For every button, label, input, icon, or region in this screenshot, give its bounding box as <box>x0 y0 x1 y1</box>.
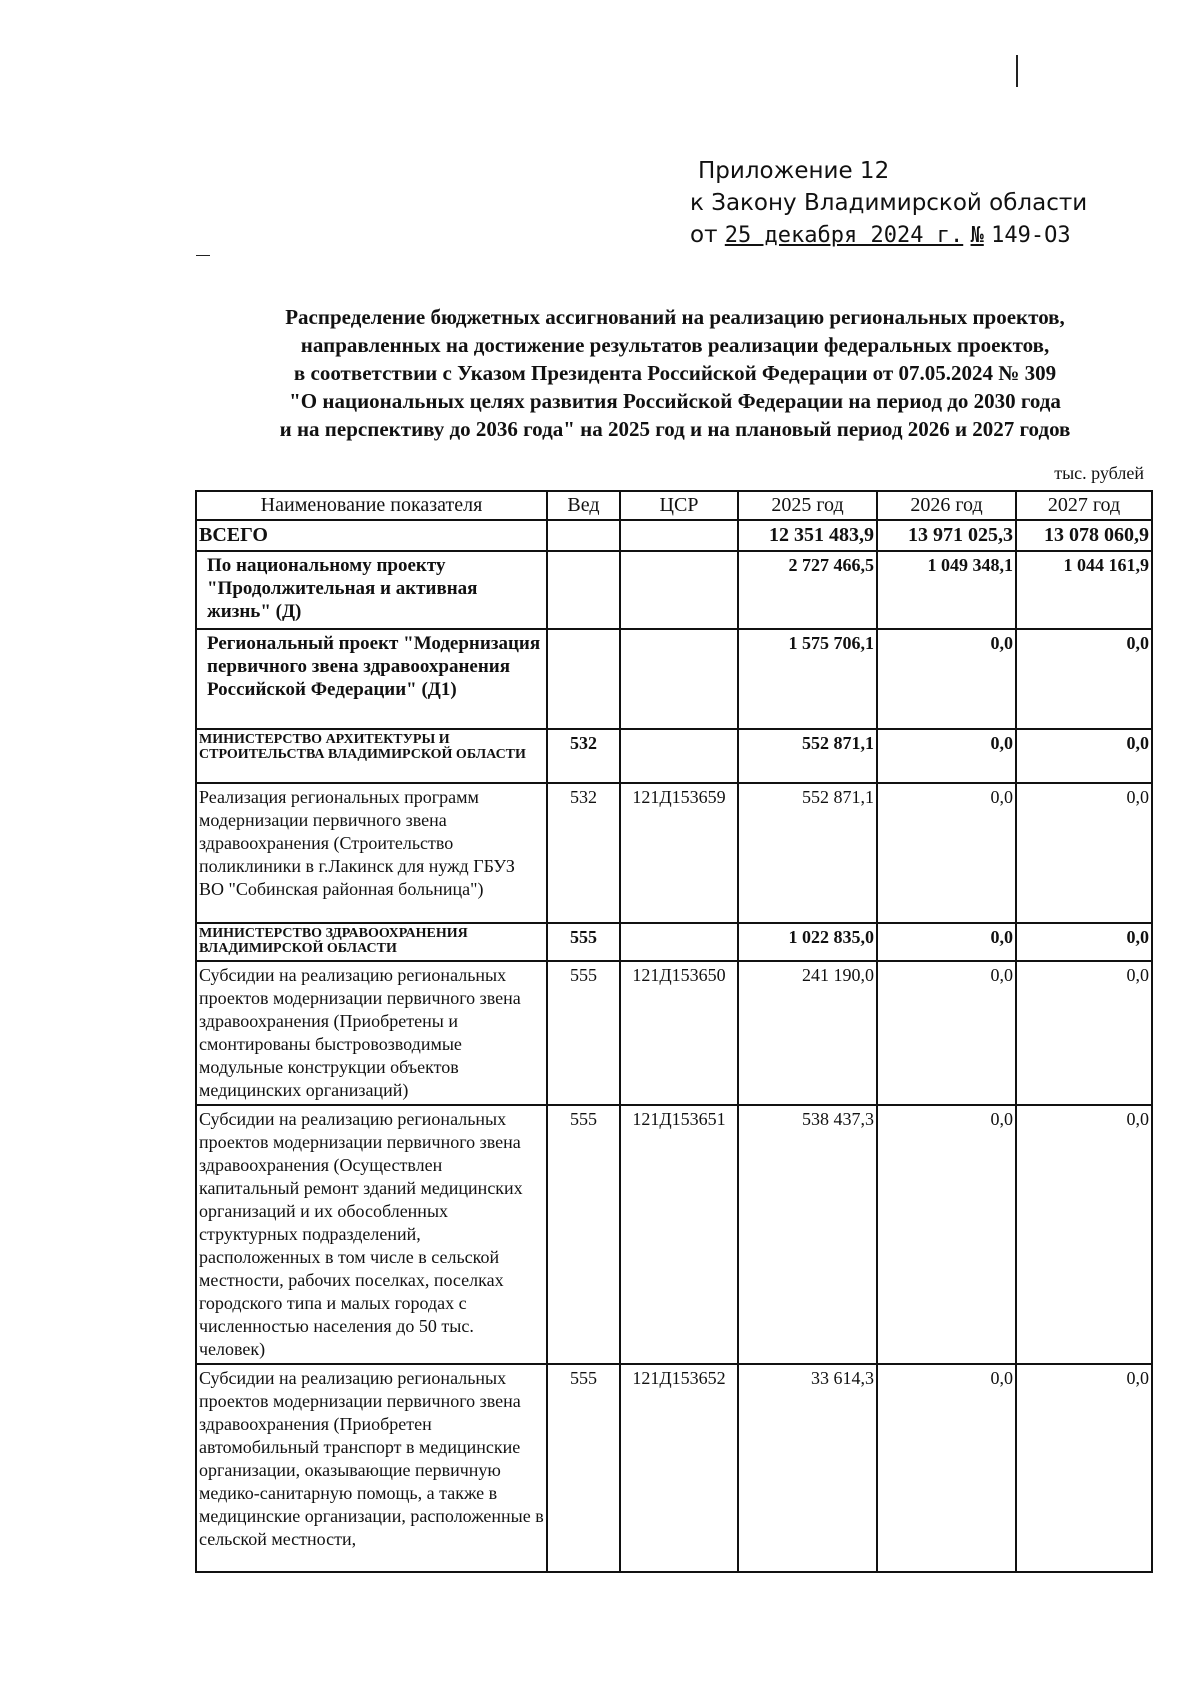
row-csr <box>620 629 738 729</box>
row-ved: 555 <box>547 1105 620 1364</box>
row-2027: 0,0 <box>1016 1105 1152 1364</box>
table-row <box>196 923 1152 961</box>
row-2026: 0,0 <box>877 923 1016 961</box>
row-2027: 0,0 <box>1016 729 1152 783</box>
appendix-number: 149-ОЗ <box>991 223 1071 248</box>
row-name: ВСЕГО <box>196 520 547 551</box>
row-2025: 241 190,0 <box>738 961 877 1105</box>
row-name: Субсидии на реализацию региональных проектов модернизации первичного звена здравоохранения (Приобретены и смонтированы быстровозводимые модульные конструкции объектов медицинских организаций) <box>196 961 547 1105</box>
row-2026: 1 049 348,1 <box>877 551 1016 629</box>
table-row <box>196 551 1152 629</box>
row-2025: 1 022 835,0 <box>738 923 877 961</box>
table-row <box>196 520 1152 551</box>
table-row <box>196 783 1152 923</box>
row-name: МИНИСТЕРСТВО ЗДРАВООХРАНЕНИЯ ВЛАДИМИРСКОЙ ОБЛАСТИ <box>196 923 547 961</box>
header-csr: ЦСР <box>620 491 738 520</box>
row-2025: 2 727 466,5 <box>738 551 877 629</box>
row-2026: 13 971 025,3 <box>877 520 1016 551</box>
row-2027: 0,0 <box>1016 923 1152 961</box>
row-ved: 555 <box>547 961 620 1105</box>
table-row <box>196 729 1152 783</box>
appendix-header <box>690 155 1087 252</box>
row-2026: 0,0 <box>877 1105 1016 1364</box>
row-csr: 121Д153652 <box>620 1364 738 1572</box>
row-csr: 121Д153659 <box>620 783 738 923</box>
row-2027: 13 078 060,9 <box>1016 520 1152 551</box>
budget-table <box>195 490 1153 1573</box>
row-name: По национальному проекту "Продолжительная и активная жизнь" (Д) <box>196 551 547 629</box>
units-label: тыс. рублей <box>1054 463 1144 483</box>
appendix-line-3 <box>690 219 1087 252</box>
title-line-5: и на перспективу до 2036 года" на 2025 год и на плановый период 2026 и 2027 годов <box>279 417 1071 441</box>
header-2026: 2026 год <box>877 491 1016 520</box>
row-name: Региональный проект "Модернизация первичного звена здравоохранения Российской Федерации" (Д1) <box>196 629 547 729</box>
row-2025: 33 614,3 <box>738 1364 877 1572</box>
row-2025: 552 871,1 <box>738 783 877 923</box>
header-2027: 2027 год <box>1016 491 1152 520</box>
row-ved: 555 <box>547 923 620 961</box>
row-2027: 0,0 <box>1016 1364 1152 1572</box>
row-csr <box>620 520 738 551</box>
title-line-3: в соответствии с Указом Президента Российской Федерации от 07.05.2024 № 309 <box>293 361 1057 385</box>
header-ved: Вед <box>547 491 620 520</box>
scan-mark <box>1016 55 1018 87</box>
row-ved <box>547 551 620 629</box>
row-csr <box>620 729 738 783</box>
header-2025: 2025 год <box>738 491 877 520</box>
row-2027: 0,0 <box>1016 783 1152 923</box>
row-name: Субсидии на реализацию региональных проектов модернизации первичного звена здравоохранения (Осуществлен капитальный ремонт зданий медицинских организаций и их обособленных структурных подразделений, расположенных в том числе в сельской местности, рабочих поселках, поселках городского типа и малых городах с численностью населения до 50 тыс. человек) <box>196 1105 547 1364</box>
appendix-line-2: к Закону Владимирской области <box>690 190 1088 216</box>
row-ved: 555 <box>547 1364 620 1572</box>
row-name: Субсидии на реализацию региональных проектов модернизации первичного звена здравоохранения (Приобретен автомобильный транспорт в медицинские организации, оказывающие первичную медико-санитарную помощь, а также в медицинские организации, расположенные в сельской местности, <box>196 1364 547 1572</box>
row-2025: 552 871,1 <box>738 729 877 783</box>
row-csr: 121Д153650 <box>620 961 738 1105</box>
table-row <box>196 961 1152 1105</box>
row-ved <box>547 629 620 729</box>
row-2026: 0,0 <box>877 783 1016 923</box>
row-name: Реализация региональных программ модернизации первичного звена здравоохранения (Строительство поликлиники в г.Лакинск для нужд ГБУЗ ВО "Собинская районная больница") <box>196 783 547 923</box>
row-ved: 532 <box>547 729 620 783</box>
row-csr: 121Д153651 <box>620 1105 738 1364</box>
appendix-date: 25 декабря 2024 г. <box>724 223 964 248</box>
title-line-4: "О национальных целях развития Российской Федерации на период до 2030 года <box>289 389 1061 413</box>
title-line-2: направленных на достижение результатов реализации федеральных проектов, <box>300 333 1050 357</box>
row-name: МИНИСТЕРСТВО АРХИТЕКТУРЫ И СТРОИТЕЛЬСТВА ВЛАДИМИРСКОЙ ОБЛАСТИ <box>196 729 547 783</box>
row-ved <box>547 520 620 551</box>
row-2026: 0,0 <box>877 1364 1016 1572</box>
row-2027: 1 044 161,9 <box>1016 551 1152 629</box>
row-csr <box>620 923 738 961</box>
row-2027: 0,0 <box>1016 961 1152 1105</box>
row-2025: 12 351 483,9 <box>738 520 877 551</box>
appendix-line-1: Приложение 12 <box>698 158 890 184</box>
table-header-row <box>196 491 1152 520</box>
document-title <box>200 303 1150 443</box>
row-2026: 0,0 <box>877 629 1016 729</box>
table-row <box>196 1364 1152 1572</box>
table-row <box>196 629 1152 729</box>
row-2027: 0,0 <box>1016 629 1152 729</box>
row-csr <box>620 551 738 629</box>
header-name: Наименование показателя <box>196 491 547 520</box>
row-2026: 0,0 <box>877 961 1016 1105</box>
row-2025: 1 575 706,1 <box>738 629 877 729</box>
table-row <box>196 1105 1152 1364</box>
scan-mark <box>196 255 210 256</box>
row-2025: 538 437,3 <box>738 1105 877 1364</box>
row-2026: 0,0 <box>877 729 1016 783</box>
appendix-prefix: от <box>690 222 718 248</box>
title-line-1: Распределение бюджетных ассигнований на реализацию региональных проектов, <box>285 305 1065 329</box>
appendix-number-sign: № <box>970 223 984 248</box>
row-ved: 532 <box>547 783 620 923</box>
